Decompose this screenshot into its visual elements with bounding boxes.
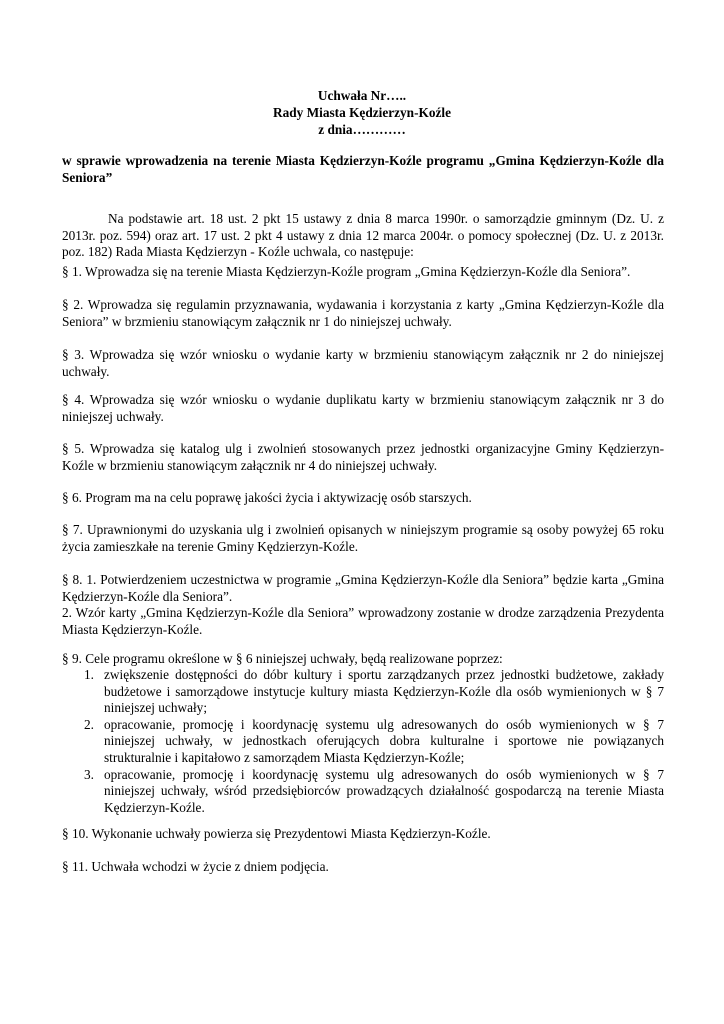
- resolution-number: Uchwała Nr…..: [317, 88, 407, 103]
- list-item-number: 2.: [84, 716, 94, 732]
- section-10: § 10. Wykonanie uchwały powierza się Prezydentowi Miasta Kędzierzyn-Koźle.: [62, 826, 491, 841]
- section-9-intro: § 9. Cele programu określone w § 6 niniejszej uchwały, będą realizowane poprzez:: [62, 651, 503, 666]
- council-name: Rady Miasta Kędzierzyn-Koźle: [273, 105, 451, 120]
- resolution-date: z dnia…………: [318, 122, 406, 137]
- section-4: § 4. Wprowadza się wzór wniosku o wydanie duplikatu karty w brzmieniu stanowiącym załącznik nr 3 do niniejszej uchwały.: [62, 392, 664, 424]
- section-3: § 3. Wprowadza się wzór wniosku o wydanie karty w brzmieniu stanowiącym załącznik nr 2 do niniejszej uchwały.: [62, 347, 664, 379]
- list-item: [62, 767, 664, 817]
- list-item-text: zwiększenie dostępności do dóbr kultury i sportu zarządzanych przez jednostki budżetowe, zakłady budżetowe i samorządowe instytucje kultury miasta Kędzierzyn-Koźle dla osób wymienionych w § 7 niniejszej uchwały;: [104, 667, 664, 716]
- list-item-number: 3.: [84, 766, 94, 782]
- section-5: § 5. Wprowadza się katalog ulg i zwolnień stosowanych przez jednostki organizacyjne Gminy Kędzierzyn-Koźle w brzmieniu stanowiącym załącznik nr 4 do niniejszej uchwały.: [62, 441, 664, 473]
- list-item: [62, 667, 664, 717]
- section-7: § 7. Uprawnionymi do uzyskania ulg i zwolnień opisanych w niniejszym programie są osoby powyżej 65 roku życia zamieszkałe na terenie Gminy Kędzierzyn-Koźle.: [62, 522, 664, 554]
- section-2: § 2. Wprowadza się regulamin przyznawania, wydawania i korzystania z karty „Gmina Kędzierzyn-Koźle dla Seniora” w brzmieniu stanowiącym załącznik nr 1 do niniejszej uchwały.: [62, 297, 664, 329]
- section-8-point-1: § 8. 1. Potwierdzeniem uczestnictwa w programie „Gmina Kędzierzyn-Koźle dla Seniora” będzie karta „Gmina Kędzierzyn-Koźle dla Seniora”.: [62, 572, 664, 604]
- resolution-header: [62, 88, 662, 139]
- list-item-text: opracowanie, promocję i koordynację systemu ulg adresowanych do osób wymienionych w § 7 niniejszej uchwały, w jednostkach oferujących dobra kulturalne i sportowe nie powiązanych strukturalnie i kapitałowo z samorządem Miasta Kędzierzyn-Koźle;: [104, 716, 664, 765]
- list-item-number: 1.: [84, 667, 94, 682]
- section-11: § 11. Uchwała wchodzi w życie z dniem podjęcia.: [62, 859, 329, 874]
- section-1: § 1. Wprowadza się na terenie Miasta Kędzierzyn-Koźle program „Gmina Kędzierzyn-Koźle dla Seniora”.: [62, 264, 631, 279]
- section-8-point-2: 2. Wzór karty „Gmina Kędzierzyn-Koźle dla Seniora” wprowadzony zostanie w drodze zarządzenia Prezydenta Miasta Kędzierzyn-Koźle.: [62, 605, 664, 637]
- section-9-list: [62, 667, 664, 816]
- resolution-subject: w sprawie wprowadzenia na terenie Miasta Kędzierzyn-Koźle programu „Gmina Kędzierzyn-Koźle dla Seniora”: [62, 153, 664, 185]
- list-item: [62, 717, 664, 767]
- list-item-text: opracowanie, promocję i koordynację systemu ulg adresowanych do osób wymienionych w § 7 niniejszej uchwały, wśród przedsiębiorców prowadzących działalność gospodarczą na terenie Miasta Kędzierzyn-Koźle.: [104, 766, 664, 815]
- preamble: Na podstawie art. 18 ust. 2 pkt 15 ustawy z dnia 8 marca 1990r. o samorządzie gminnym (Dz. U. z 2013r. poz. 594) oraz art. 17 ust. 2 pkt 4 ustawy z dnia 12 marca 2004r. o pomocy społecznej (Dz. U. z 2013r. poz. 182) Rada Miasta Kędzierzyn - Koźle uchwala, co następuje:: [62, 211, 664, 260]
- section-6: § 6. Program ma na celu poprawę jakości życia i aktywizację osób starszych.: [62, 490, 472, 505]
